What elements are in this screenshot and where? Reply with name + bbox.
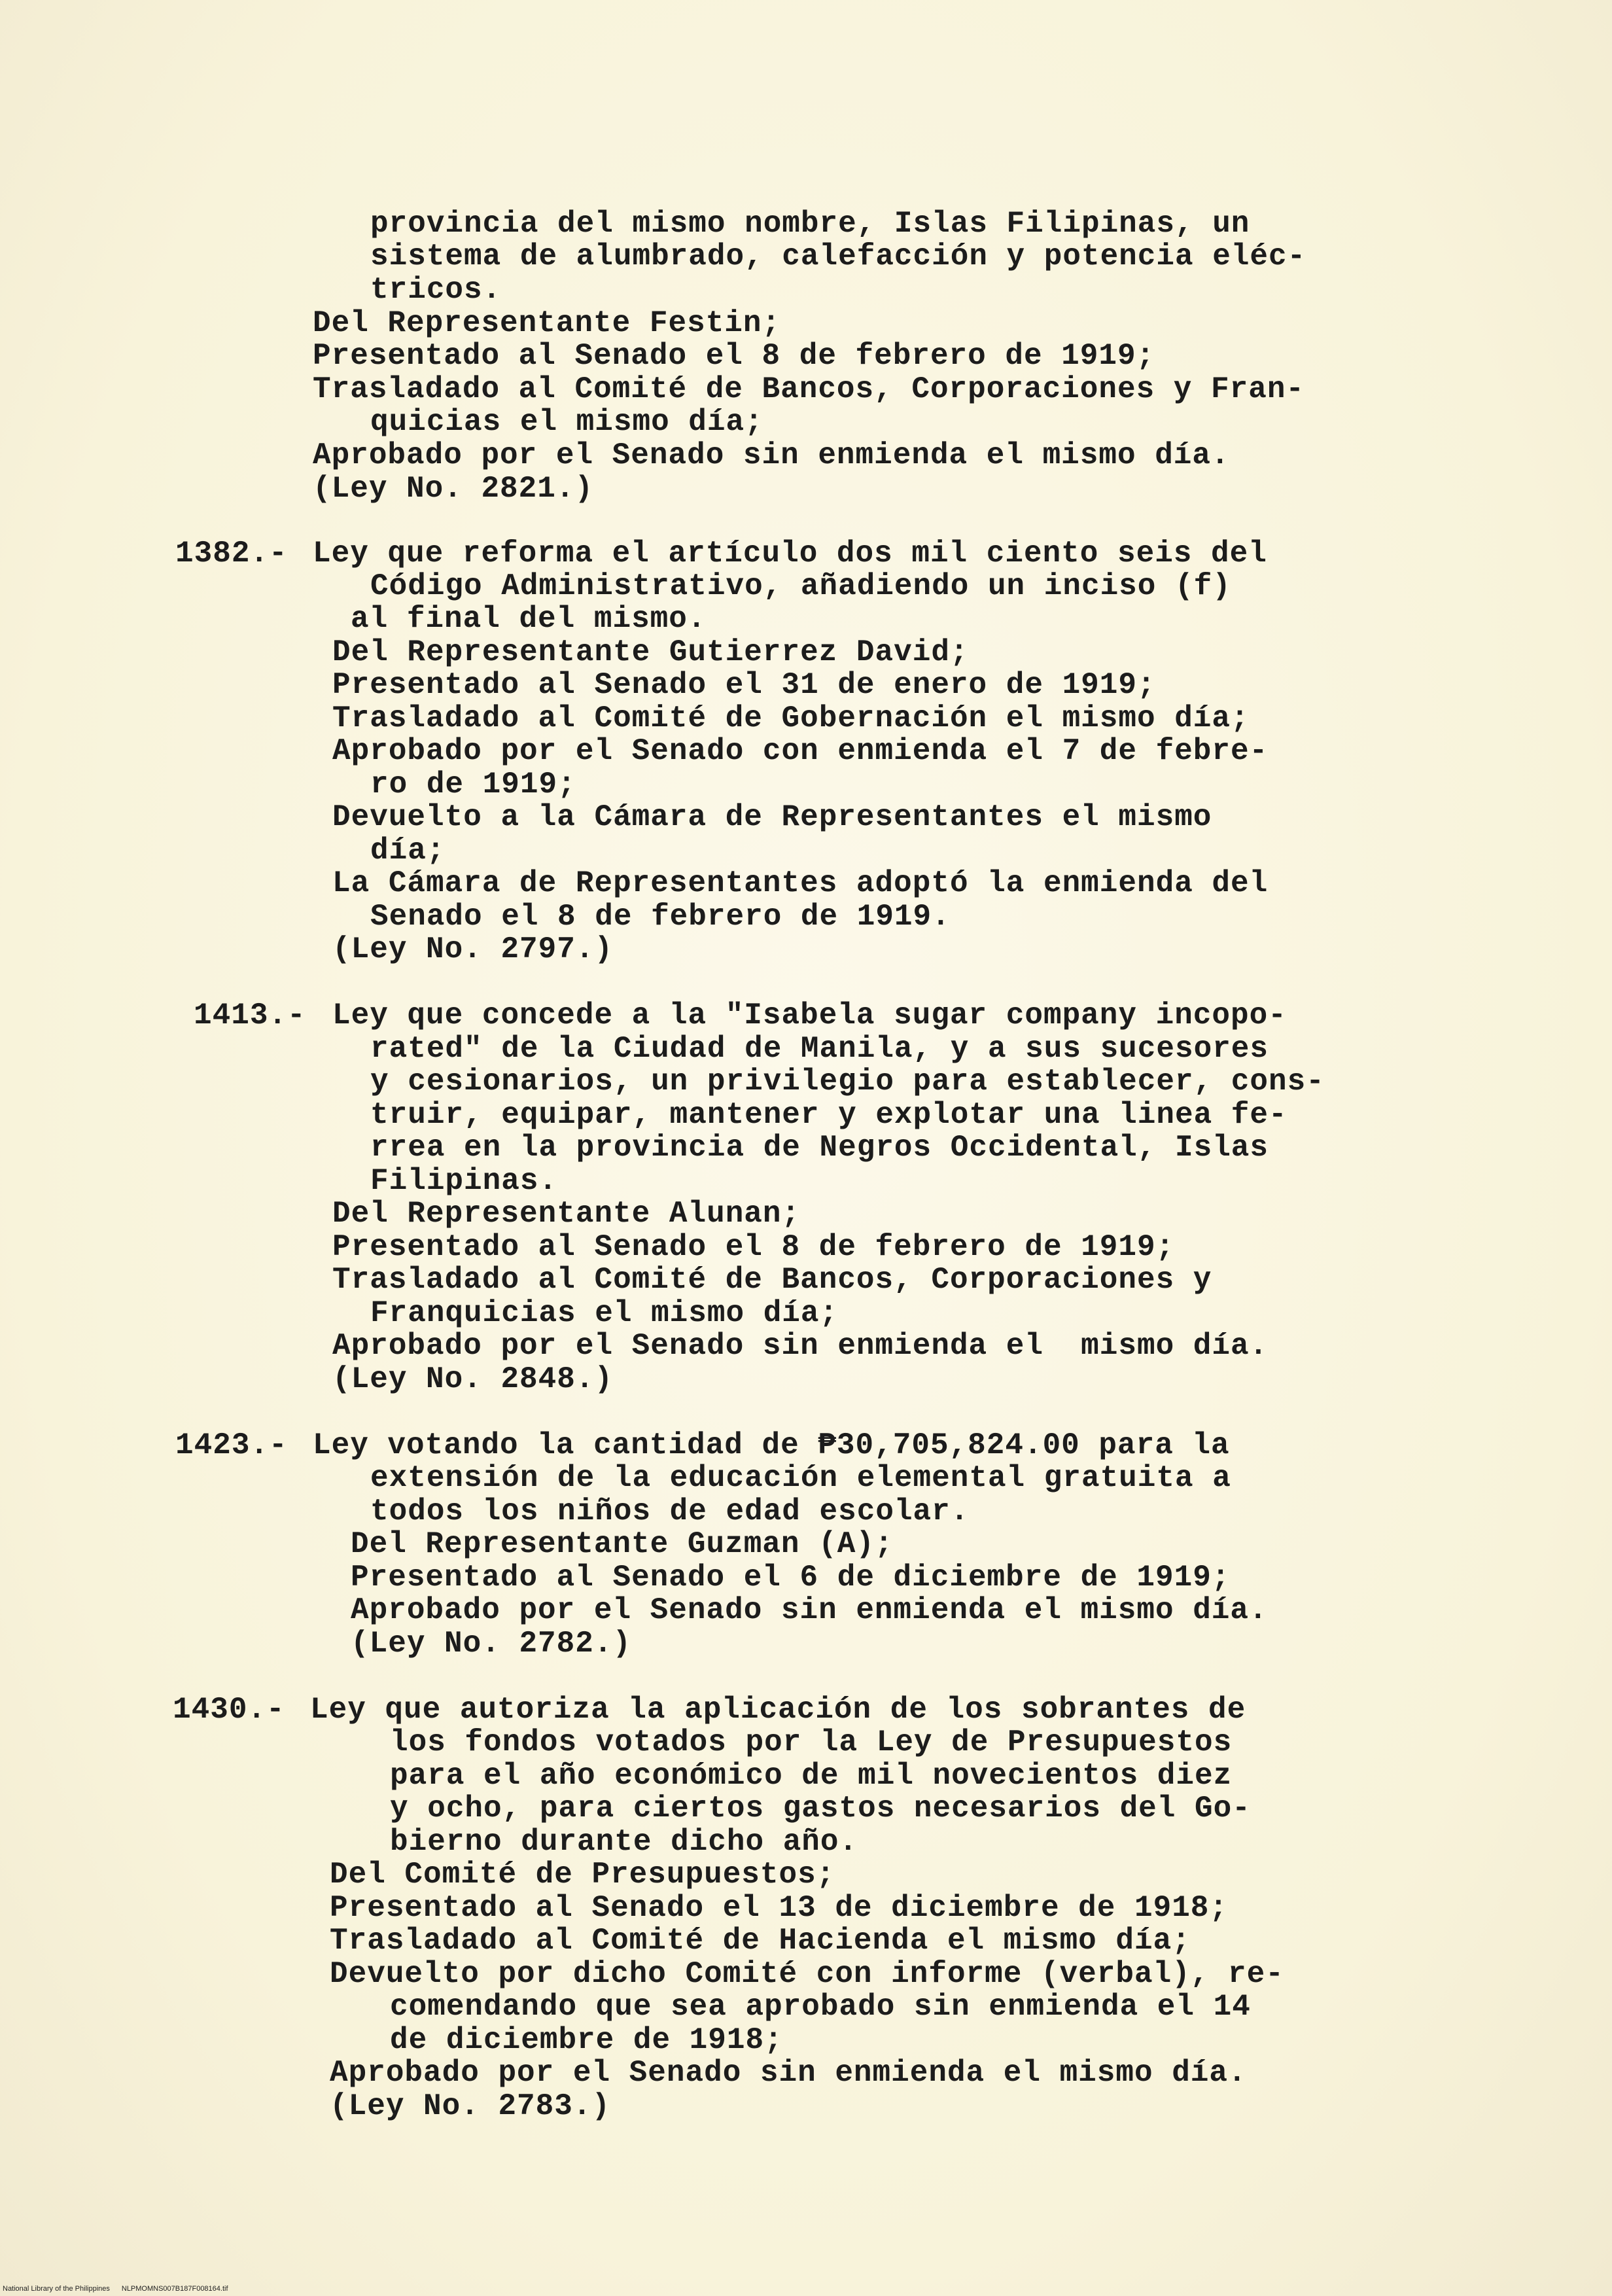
text-line: tricos. bbox=[370, 273, 502, 307]
text-line: Presentado al Senado el 8 de febrero de 1919; bbox=[332, 1230, 1175, 1264]
text-line: Aprobado por el Senado sin enmienda el mismo día. bbox=[313, 438, 1230, 472]
text-line: Aprobado por el Senado sin enmienda el mismo día. bbox=[330, 2056, 1247, 2090]
text-line: Ley que autoriza la aplicación de los sobrantes de bbox=[310, 1693, 1246, 1727]
text-line: Ley que reforma el artículo dos mil ciento seis del bbox=[313, 537, 1267, 571]
text-line: quicias el mismo día; bbox=[370, 405, 763, 439]
entry-number: 1430.- bbox=[173, 1693, 285, 1727]
text-line: Trasladado al Comité de Hacienda el mismo día; bbox=[330, 1924, 1191, 1958]
text-line: Presentado al Senado el 13 de diciembre de 1918; bbox=[330, 1891, 1229, 1925]
text-line: Del Representante Alunan; bbox=[332, 1197, 801, 1231]
scan-caption bbox=[3, 2285, 228, 2293]
text-line: para el año económico de mil novecientos diez bbox=[390, 1759, 1233, 1793]
text-line: los fondos votados por la Ley de Presupuestos bbox=[390, 1725, 1233, 1759]
text-line: rated" de la Ciudad de Manila, y a sus sucesores bbox=[370, 1032, 1269, 1066]
text-line: Del Representante Gutierrez David; bbox=[332, 635, 969, 669]
text-line: Presentado al Senado el 31 de enero de 1919; bbox=[332, 668, 1156, 702]
text-line: Código Administrativo, añadiendo un inciso (f) bbox=[370, 569, 1231, 603]
text-line: Aprobado por el Senado sin enmienda el mismo día. bbox=[332, 1329, 1269, 1363]
text-line: y cesionarios, un privilegio para establecer, cons- bbox=[370, 1065, 1325, 1099]
text-line: Trasladado al Comité de Bancos, Corporaciones y Fran- bbox=[313, 372, 1305, 406]
text-line: día; bbox=[370, 834, 446, 868]
text-line: (Ley No. 2783.) bbox=[330, 2089, 611, 2123]
text-line: provincia del mismo nombre, Islas Filipinas, un bbox=[370, 207, 1250, 241]
text-line: y ocho, para ciertos gastos necesarios del Go- bbox=[390, 1792, 1251, 1826]
text-line: al final del mismo. bbox=[351, 602, 707, 636]
entry-number: 1382.- bbox=[175, 537, 288, 571]
text-line: Presentado al Senado el 6 de diciembre de 1919; bbox=[351, 1561, 1231, 1595]
text-line: Devuelto por dicho Comité con informe (verbal), re- bbox=[330, 1957, 1284, 1991]
text-line: sistema de alumbrado, calefacción y potencia eléc- bbox=[370, 239, 1306, 274]
text-line: (Ley No. 2821.) bbox=[313, 472, 594, 506]
text-line: Aprobado por el Senado sin enmienda el mismo día. bbox=[351, 1593, 1268, 1627]
text-line: Trasladado al Comité de Bancos, Corporaciones y bbox=[332, 1263, 1212, 1297]
text-line: Ley que concede a la "Isabela sugar company incopo- bbox=[332, 998, 1287, 1033]
text-line: La Cámara de Representantes adoptó la enmienda del bbox=[332, 866, 1269, 900]
text-line: Devuelto a la Cámara de Representantes el mismo bbox=[332, 800, 1212, 834]
file-code: NLPMOMNS007B187F008164.tif bbox=[121, 2285, 228, 2293]
text-line: bierno durante dicho año. bbox=[390, 1825, 858, 1859]
text-line: Del Representante Guzman (A); bbox=[351, 1527, 894, 1561]
text-line: Aprobado por el Senado con enmienda el 7 de febre- bbox=[332, 734, 1269, 768]
text-line: todos los niños de edad escolar. bbox=[370, 1494, 970, 1528]
entry-number: 1423.- bbox=[175, 1428, 288, 1462]
text-line: (Ley No. 2797.) bbox=[332, 932, 614, 966]
text-line: ro de 1919; bbox=[370, 768, 576, 802]
text-line: comendando que sea aprobado sin enmienda el 14 bbox=[390, 1990, 1251, 2024]
text-line: Del Representante Festin; bbox=[313, 306, 781, 340]
text-line: Del Comité de Presupuestos; bbox=[330, 1858, 835, 1892]
text-line: (Ley No. 2848.) bbox=[332, 1362, 614, 1396]
library-name: National Library of the Philippines bbox=[3, 2285, 110, 2293]
text-line: Franquicias el mismo día; bbox=[370, 1296, 839, 1330]
text-line: Trasladado al Comité de Gobernación el mismo día; bbox=[332, 701, 1250, 735]
text-line: truir, equipar, mantener y explotar una linea fe- bbox=[370, 1098, 1288, 1132]
text-line: Ley votando la cantidad de ₱30,705,824.00 para la bbox=[313, 1428, 1230, 1462]
text-line: rrea en la provincia de Negros Occidental, Islas bbox=[370, 1131, 1269, 1165]
text-line: de diciembre de 1918; bbox=[390, 2023, 783, 2057]
text-line: Filipinas. bbox=[370, 1164, 558, 1198]
text-line: Senado el 8 de febrero de 1919. bbox=[370, 900, 951, 934]
entry-number: 1413.- bbox=[194, 998, 306, 1033]
text-line: extensión de la educación elemental gratuita a bbox=[370, 1461, 1231, 1495]
text-line: Presentado al Senado el 8 de febrero de 1919; bbox=[313, 339, 1155, 373]
text-line: (Ley No. 2782.) bbox=[351, 1627, 632, 1661]
